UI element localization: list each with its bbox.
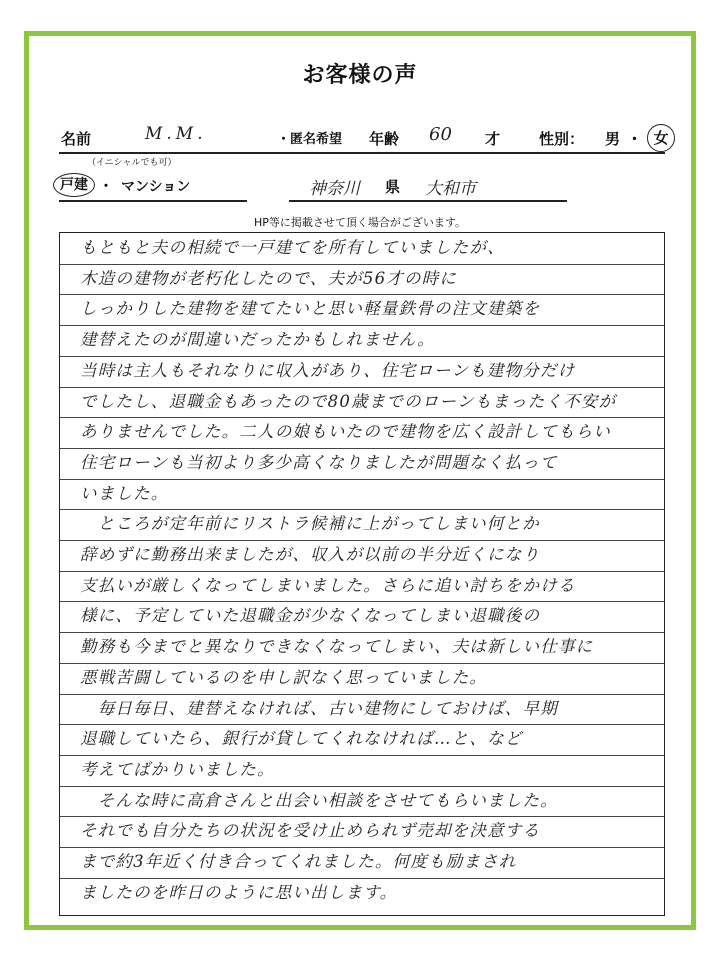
name-label: 名前	[61, 130, 92, 148]
testimonial-line: 辞めずに勤務出来ましたが、収入が以前の半分近くになり	[80, 545, 541, 564]
personal-info-row	[59, 124, 669, 154]
testimonial-line: 考えてばかりいました。	[80, 759, 275, 779]
anonymous-label: ・匿名希望	[277, 132, 343, 147]
testimonial-line: もともと夫の相続で一戸建てを所有していましたが、	[80, 238, 505, 257]
testimonial-line: 建替えたのが間違いだったかもしれません。	[80, 330, 435, 350]
testimonial-line: ところが定年前にリストラ候補に上がってしまい何とか	[80, 514, 540, 534]
testimonial-line: いました。	[80, 483, 169, 503]
location-underline	[289, 200, 567, 202]
testimonial-line: 毎日毎日、建替えなければ、古い建物にしておけば、早期	[80, 698, 558, 718]
testimonial-line: 勤務も今までと異なりできなくなってしまい、夫は新しい仕事に	[80, 637, 594, 657]
city-value: 大和市	[425, 179, 476, 199]
testimonial-line: でしたし、退職金もあったので80歳までのローンもまったく不安が	[80, 391, 617, 411]
housing-location-row	[59, 172, 665, 202]
testimonial-line: 木造の建物が老朽化したので、夫が56才の時に	[80, 268, 458, 288]
age-value: 60	[429, 124, 452, 145]
initial-note: （イニシャルでも可）	[87, 158, 177, 168]
age-unit: 才	[485, 130, 501, 148]
testimonial-line: ましたのを昨日のように思い出します。	[80, 882, 398, 902]
housing-underline	[59, 200, 247, 202]
gender-label: 性別：	[539, 130, 585, 148]
testimonial-line: しっかりした建物を建てたいと思い軽量鉄骨の注文建築を	[80, 299, 541, 319]
housing-separator: ・	[99, 179, 113, 195]
testimonial-line: 悪戦苦闘しているのを申し訳なく思っていました。	[80, 667, 488, 687]
testimonial-line: 支払いが厳しくなってしまいました。さらに追い討ちをかける	[80, 575, 576, 595]
gender-separator: ・	[627, 130, 643, 148]
testimonial-line: まで約3年近く付き合ってくれました。何度も励まされ	[80, 852, 517, 871]
age-label: 年齢	[369, 130, 400, 148]
housing-mansion: マンション	[121, 179, 191, 195]
testimonial-line: それでも自分たちの状況を受け止められず売却を決意する	[80, 821, 541, 841]
testimonial-line: 様に、予定していた退職金が少なくなってしまい退職後の	[80, 606, 541, 626]
prefecture-value: 神奈川	[309, 179, 360, 199]
form-title: お客様の声	[302, 63, 418, 88]
testimonial-line: ありませんでした。二人の娘もいたので建物を広く設計してもらい	[80, 422, 611, 442]
testimonial-text-box	[59, 232, 665, 916]
testimonial-line: 当時は主人もそれなりに収入があり、住宅ローンも建物分だけ	[80, 360, 576, 380]
prefecture-label: 県	[385, 178, 401, 196]
testimonial-form	[24, 31, 696, 930]
testimonial-line: 住宅ローンも当初より多少高くなりましたが問題なく払って	[80, 452, 558, 472]
hp-publish-note: HP等に掲載させて頂く場合がございます。	[253, 216, 467, 229]
gender-female-circled: 女	[647, 124, 675, 152]
gender-male: 男	[605, 130, 621, 148]
row1-underline	[59, 152, 665, 154]
name-value: M.M.	[145, 124, 207, 144]
testimonial-line: 退職していたら、銀行が貸してくれなければ…と、など	[80, 729, 523, 749]
testimonial-line: そんな時に高倉さんと出会い相談をさせてもらいました。	[80, 790, 558, 810]
housing-house-circled: 戸建	[53, 173, 95, 197]
